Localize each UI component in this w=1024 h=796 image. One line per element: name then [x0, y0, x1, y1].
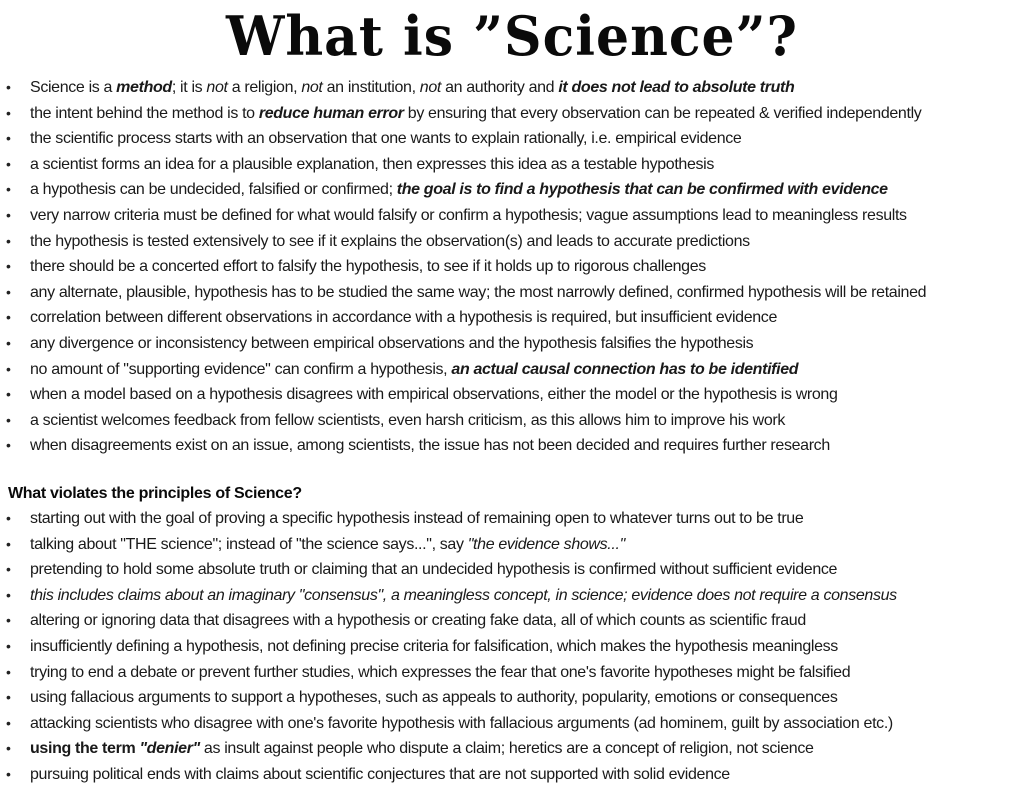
list-item — [0, 557, 1024, 583]
bullet-icon: • — [6, 510, 11, 526]
bullet-icon: • — [6, 437, 11, 454]
principles-list — [0, 75, 1024, 459]
list-item-text: trying to end a debate or prevent further studies, which expresses the fear that one's favorite hypotheses might be falsified — [30, 663, 851, 681]
list-item-text: a scientist forms an idea for a plausible explanation, then expresses this idea as a testable hypothesis — [30, 155, 715, 173]
list-item — [0, 382, 1024, 408]
list-item-text: when disagreements exist on an issue, among scientists, the issue has not been decided and requires further research — [30, 437, 830, 455]
list-item — [0, 280, 1024, 306]
bullet-icon: • — [6, 181, 11, 198]
bullet-icon: • — [6, 637, 11, 654]
list-item-text: a hypothesis can be undecided, falsified or confirmed; — [30, 181, 397, 199]
bullet-icon: • — [6, 360, 11, 377]
bullet-icon: • — [6, 130, 11, 147]
list-item-text: talking about "THE science"; instead of "the science says...", say — [30, 535, 468, 553]
list-item-text: altering or ignoring data that disagrees with a hypothesis or creating fake data, all of which counts as scientific fraud — [30, 612, 806, 630]
list-item-text: the scientific process starts with an observation that one wants to explain rationally, i.e. empirical evidence — [30, 130, 742, 148]
list-item — [0, 583, 1024, 609]
bullet-icon: • — [6, 535, 11, 552]
list-item-text: "denier" — [139, 740, 200, 758]
list-item — [0, 126, 1024, 152]
list-item-text: it does not lead to absolute truth — [558, 79, 795, 96]
bullet-icon: • — [6, 586, 11, 603]
bullet-icon: • — [6, 714, 11, 731]
list-item-text: pursuing political ends with claims about scientific conjectures that are not supported with solid evidence — [30, 765, 730, 783]
list-item-text: pretending to hold some absolute truth or claiming that an undecided hypothesis is confirmed without sufficient evidence — [30, 561, 838, 579]
list-item-text: reduce human error — [258, 104, 404, 122]
list-item-text: very narrow criteria must be defined for what would falsify or confirm a hypothesis; vague assumptions lead to meaningless results — [30, 206, 907, 224]
list-item — [0, 254, 1024, 280]
list-item-text: not — [301, 79, 323, 96]
list-item — [0, 229, 1024, 255]
bullet-icon: • — [6, 232, 11, 249]
list-item — [0, 433, 1024, 459]
bullet-icon: • — [6, 689, 11, 706]
list-item — [0, 634, 1024, 660]
list-item-text: Science is a — [30, 79, 117, 96]
list-item — [0, 532, 1024, 558]
bullet-icon: • — [6, 765, 11, 782]
list-item-text: the goal is to find a hypothesis that can be confirmed with evidence — [396, 181, 888, 199]
list-item-text: using the term — [30, 740, 140, 758]
list-item-text: insufficiently defining a hypothesis, not defining precise criteria for falsification, which makes the hypothesis meaningless — [30, 637, 838, 655]
bullet-icon: • — [6, 663, 11, 680]
bullet-icon: • — [6, 612, 11, 629]
bullet-icon: • — [6, 155, 11, 172]
list-item-text: the hypothesis is tested extensively to see if it explains the observation(s) and leads to accurate predictions — [30, 232, 750, 250]
bullet-icon: • — [6, 206, 11, 223]
list-item — [0, 101, 1024, 127]
bullet-icon: • — [6, 283, 11, 300]
list-item — [0, 408, 1024, 434]
list-item — [0, 711, 1024, 737]
list-item-text: there should be a concerted effort to falsify the hypothesis, to see if it holds up to rigorous challenges — [30, 258, 706, 276]
bullet-icon: • — [6, 104, 11, 121]
list-item-text: when a model based on a hypothesis disagrees with empirical observations, either the model or the hypothesis is wrong — [30, 386, 838, 404]
list-item-text: a scientist welcomes feedback from fellow scientists, even harsh criticism, as this allows him to improve his work — [30, 411, 786, 429]
list-item — [0, 506, 1024, 532]
list-item-text: correlation between different observations in accordance with a hypothesis is required, but insufficient evidence — [30, 309, 777, 327]
violations-list — [0, 506, 1024, 788]
bullet-icon: • — [6, 386, 11, 403]
list-item-text: ; it is — [171, 79, 207, 96]
bullet-icon: • — [6, 309, 11, 326]
list-item — [0, 608, 1024, 634]
list-item-text: no amount of "supporting evidence" can confirm a hypothesis, — [30, 360, 452, 378]
bullet-icon: • — [6, 258, 11, 275]
list-item — [0, 736, 1024, 762]
list-item — [0, 203, 1024, 229]
list-item-text: using fallacious arguments to support a hypotheses, such as appeals to authority, popularity, emotions or consequences — [30, 689, 838, 707]
bullet-icon: • — [6, 411, 11, 428]
list-item-text: method — [116, 79, 172, 96]
list-item-text: not — [419, 79, 441, 96]
list-item — [0, 305, 1024, 331]
list-item — [0, 75, 1024, 101]
list-item-text: an actual causal connection has to be identified — [451, 360, 799, 378]
list-item-text: by ensuring that every observation can be repeated & verified independently — [403, 104, 922, 122]
list-item — [0, 331, 1024, 357]
list-item — [0, 685, 1024, 711]
page-title: What is ”Science”? — [225, 4, 799, 69]
list-item-text: an institution, — [322, 79, 420, 96]
list-item-text: any divergence or inconsistency between empirical observations and the hypothesis falsifies the hypothesis — [30, 334, 754, 352]
list-item-text: "the evidence shows..." — [467, 535, 625, 553]
list-item-text: any alternate, plausible, hypothesis has to be studied the same way; the most narrowly defined, confirmed hypothesis will be retained — [30, 283, 927, 301]
violations-heading: What violates the principles of Science? — [8, 485, 302, 502]
list-item-text: the intent behind the method is to — [30, 104, 259, 122]
list-item — [0, 762, 1024, 788]
list-item — [0, 357, 1024, 383]
bullet-icon: • — [6, 79, 11, 95]
list-item — [0, 152, 1024, 178]
list-item-text: not — [206, 79, 228, 96]
list-item-text: starting out with the goal of proving a specific hypothesis instead of remaining open to whatever turns out to be true — [30, 510, 804, 527]
bullet-icon: • — [6, 561, 11, 578]
list-item-text: this includes claims about an imaginary "consensus", a meaningless concept, in science; evidence does not require a consensus — [30, 586, 897, 604]
list-item — [0, 660, 1024, 686]
list-item — [0, 177, 1024, 203]
bullet-icon: • — [6, 334, 11, 351]
list-item-text: a religion, — [227, 79, 302, 96]
list-item-text: as insult against people who dispute a claim; heretics are a concept of religion, not science — [199, 740, 814, 758]
list-item-text: attacking scientists who disagree with one's favorite hypothesis with fallacious arguments (ad hominem, guilt by association etc.) — [30, 714, 893, 732]
list-item-text: an authority and — [440, 79, 559, 96]
bullet-icon: • — [6, 740, 11, 757]
